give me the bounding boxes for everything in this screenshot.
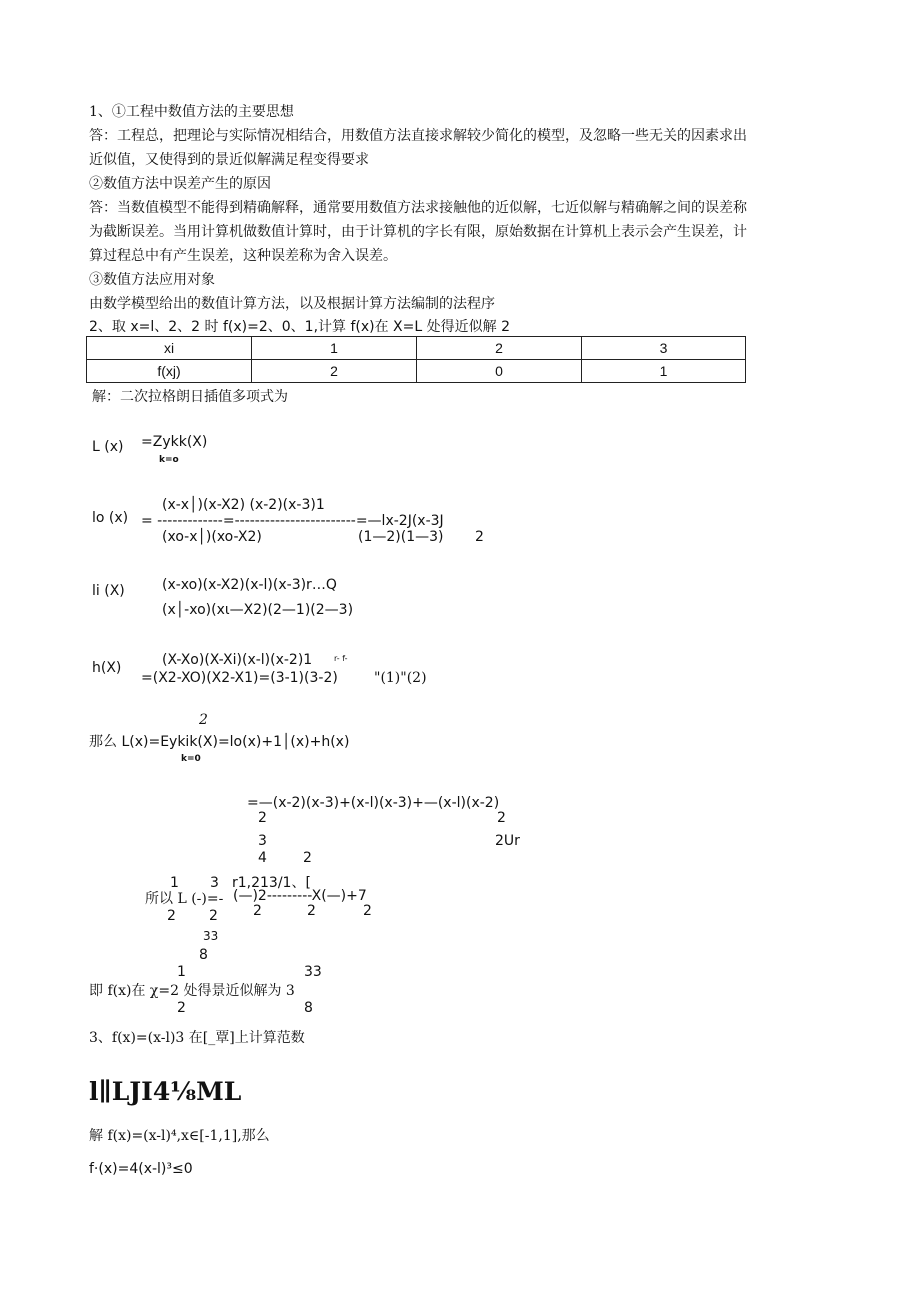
- l1-label: li (X): [92, 583, 125, 599]
- table-cell: 2: [417, 337, 582, 360]
- l0-denominator: (xo-x│)(xo-X2): [162, 529, 262, 545]
- L-sub: k=o: [159, 455, 179, 465]
- q1-answer-line1: 答：工程总，把理论与实际情况相结合，用数值方法直接求解较少简化的模型，及忽略一些无关的因素求出: [89, 128, 747, 144]
- so-expr: (—)2---------X(—)+7: [233, 888, 367, 904]
- result-line: 即 f(x)在 χ=2 处得景近似解为 3: [89, 983, 295, 999]
- q1-answer-line2: 近似值，又使得到的景近似解满足程变得要求: [89, 152, 369, 168]
- so-one: 1: [170, 875, 179, 891]
- table-cell: 1: [252, 337, 417, 360]
- so-three: 3: [210, 875, 219, 891]
- values-table: [86, 336, 746, 383]
- expand-line: =—(x-2)(x-3)+(x-l)(x-3)+—(x-l)(x-2): [247, 795, 500, 811]
- q2-intro: 解：二次拉格朗日插值多项式为: [92, 389, 288, 405]
- expand-two-b: 2: [497, 810, 506, 826]
- l2-label: h(X): [92, 660, 122, 676]
- table-cell: 3: [582, 337, 746, 360]
- q1-sub2-heading: ②数值方法中误差产生的原因: [89, 176, 271, 192]
- q1-heading: 1、①工程中数值方法的主要思想: [89, 104, 294, 120]
- expand-three: 3: [258, 833, 267, 849]
- expand-2ur: 2Ur: [495, 833, 520, 849]
- so-two-d: 2: [307, 903, 316, 919]
- table-cell: 2: [252, 360, 417, 383]
- l2-numerator: (X-Xo)(X-Xi)(x-l)(x-2)1: [162, 652, 313, 668]
- L-expr: =Zykk(X): [141, 434, 208, 450]
- result-33: 33: [304, 964, 322, 980]
- l0-equation: = -------------=------------------------=—lx-2J(x-3J: [141, 513, 444, 529]
- q3-derivative: f·(x)=4(x-l)³≤0: [89, 1161, 193, 1177]
- q3-heading: 3、f(x)=(x-l)3 在[_覃]上计算范数: [89, 1030, 305, 1046]
- table-cell: 1: [582, 360, 746, 383]
- table-cell: 0: [417, 360, 582, 383]
- then-sub: k=0: [181, 754, 201, 764]
- table-row: [87, 360, 746, 383]
- l1-denominator: (x│-xo)(xι—X2)(2—1)(2—3): [162, 602, 354, 618]
- table-cell: xi: [87, 337, 252, 360]
- table-cell: f(xj): [87, 360, 252, 383]
- q1-sub3-line1: 由数学模型给出的数值计算方法，以及根据计算方法编制的法程序: [89, 296, 495, 312]
- l2-numerator-tail: r- f-: [334, 654, 348, 663]
- result-two: 2: [177, 1000, 186, 1016]
- l0-label: lo (x): [92, 510, 129, 526]
- l2-right: "(1)"(2): [374, 670, 427, 686]
- l0-denominator-2: (1—2)(1—3): [358, 529, 444, 545]
- so-33: 33: [203, 929, 219, 943]
- so-two-a: 2: [167, 908, 176, 924]
- L-label: L (x): [92, 439, 124, 455]
- q1-sub3-heading: ③数值方法应用对象: [89, 272, 215, 288]
- q3-bold-line: l∥LJI4⅛ML: [89, 1077, 242, 1106]
- q3-solution: 解 f(x)=(x-l)⁴,x∈[-1,1],那么: [89, 1128, 270, 1144]
- l1-numerator: (x-xo)(x-X2)(x-l)(x-3)r…Q: [162, 577, 337, 593]
- so-two-b: 2: [209, 908, 218, 924]
- result-eight-b: 8: [304, 1000, 313, 1016]
- expand-four: 4: [258, 850, 267, 866]
- q1-sub2-line1: 答：当数值模型不能得到精确解释，通常要用数值方法求接触他的近似解，七近似解与精确解之间的误差称: [89, 200, 747, 216]
- so-two-e: 2: [363, 903, 372, 919]
- so-label: 所以 L (-)=-: [145, 891, 224, 907]
- result-one: 1: [177, 964, 186, 980]
- q1-sub2-line3: 算过程总中有产生误差，这种误差称为舍入误差。: [89, 248, 397, 264]
- result-eight-a: 8: [199, 947, 208, 963]
- so-two-c: 2: [253, 903, 262, 919]
- then-two: 2: [199, 712, 208, 728]
- q1-sub2-line2: 为截断误差。当用计算机做数值计算时，由于计算机的字长有限，原始数据在计算机上表示会产生误差，计: [89, 224, 747, 240]
- l0-numerator: (x-x│)(x-X2) (x-2)(x-3)1: [162, 497, 325, 513]
- expand-two-c: 2: [303, 850, 312, 866]
- then-line: 那么 L(x)=Eykik(X)=lo(x)+1│(x)+h(x): [89, 734, 350, 750]
- so-mid: r1,213/1、[: [232, 875, 311, 891]
- q2-heading: 2、取 x=l、2、2 时 f(x)=2、0、1,计算 f(x)在 X=L 处得近似解 2: [89, 319, 510, 335]
- table-row: [87, 337, 746, 360]
- l0-two: 2: [475, 529, 484, 545]
- expand-two-a: 2: [258, 810, 267, 826]
- l2-denominator: =(X2-XO)(X2-X1)=(3-1)(3-2): [141, 670, 338, 686]
